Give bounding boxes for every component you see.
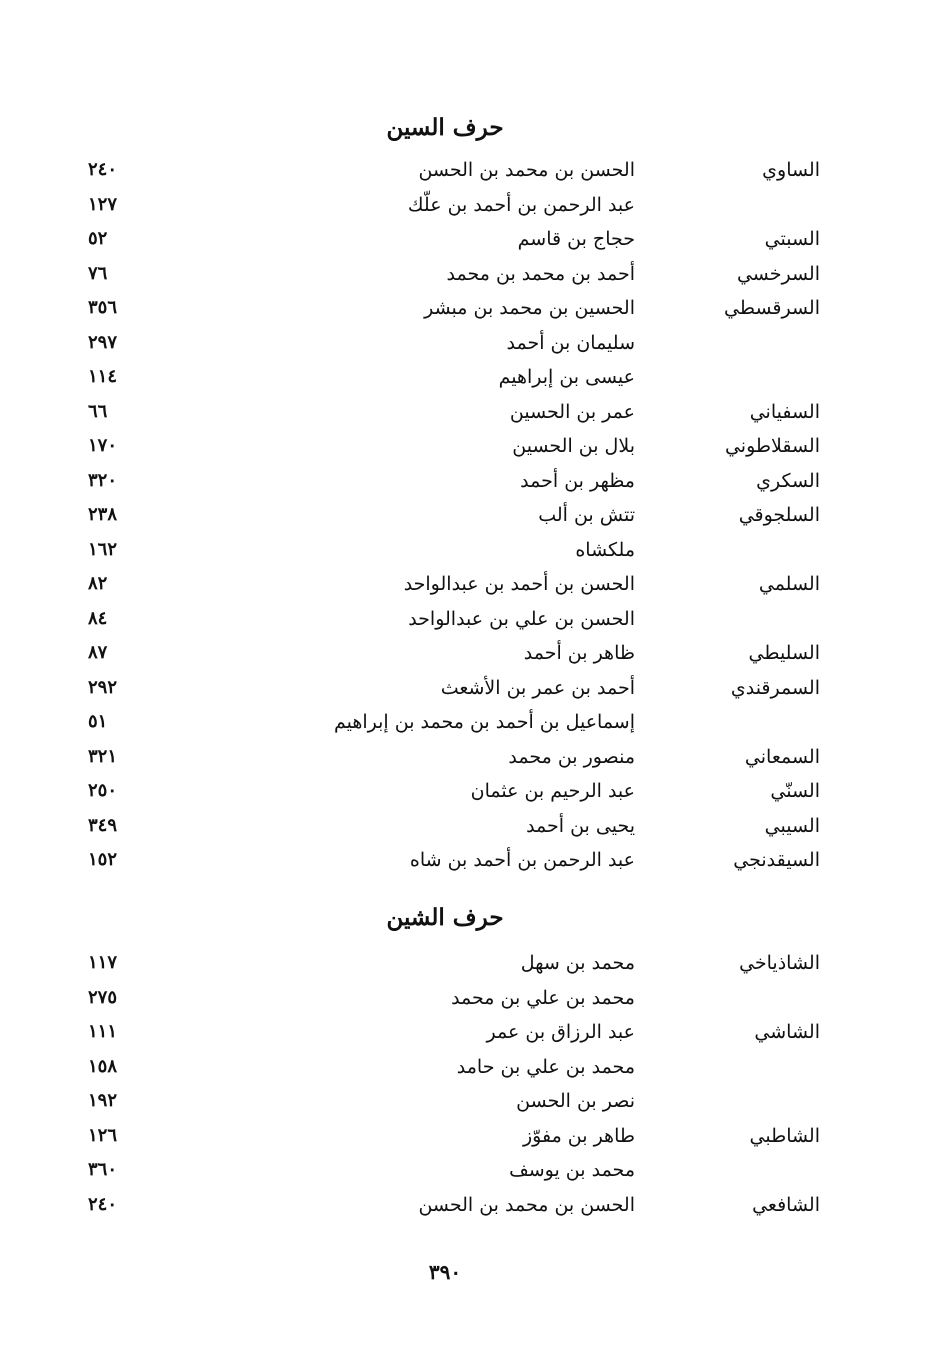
entry-page-number: ١٥٢ [88,849,118,870]
entry-page-number: ٨٢ [88,573,108,594]
entry-page-number: ١٧٠ [88,435,118,456]
entry-person-name: سليمان بن أحمد [506,331,635,354]
entry-nisba: الشافعي [752,1193,820,1216]
entry-page-number: ٢٧٥ [88,986,118,1008]
entry-page-number: ٥٢ [88,228,108,249]
entry-page-number: ٣٤٩ [88,814,118,836]
entry-nisba: الشاشي [754,1021,820,1043]
index-entry-row [0,153,940,188]
entry-page-number: ١٥٨ [88,1055,118,1077]
entry-page-number: ١٢٦ [88,1124,118,1146]
entry-person-name: إسماعيل بن أحمد بن محمد بن إبراهيم [333,711,635,733]
entry-person-name: مظهر بن أحمد [520,469,635,492]
entry-person-name: طاهر بن مفوّز [522,1124,635,1147]
entry-person-name: الحسن بن محمد بن الحسن [418,1193,635,1216]
entry-person-name: حجاج بن قاسم [517,228,635,250]
entry-person-name: عيسى بن إبراهيم [498,366,635,388]
entry-nisba: السمرقندي [730,676,820,699]
entry-person-name: محمد بن علي بن حامد [456,1055,635,1078]
entry-nisba: السرقسطي [724,297,820,319]
entry-nisba: السيقدنجي [733,849,820,871]
entry-page-number: ٨٧ [88,642,108,663]
entry-nisba: السمعاني [744,745,820,768]
index-entry-row [0,464,940,499]
entry-person-name: أحمد بن عمر بن الأشعث [440,676,635,699]
index-entry-row [0,395,940,430]
entry-person-name: تتش بن ألب [538,504,635,526]
index-entry-row [0,1188,940,1223]
index-entry-row [0,1153,940,1188]
entry-person-name: الحسين بن محمد بن مبشر [424,297,635,319]
entry-person-name: الحسن بن محمد بن الحسن [418,159,635,181]
index-entry-row [0,843,940,878]
entry-page-number: ٧٦ [88,262,108,284]
entry-page-number: ١١٧ [88,952,118,973]
entry-nisba: السرخسي [736,262,820,285]
entry-nisba: السنّي [770,780,820,802]
index-entry-row [0,636,940,671]
entry-page-number: ٣٢١ [88,745,118,767]
entry-person-name: عبد الرحمن بن أحمد بن شاه [409,849,635,871]
entry-page-number: ٢٤٠ [88,1193,118,1215]
index-entry-row [0,602,940,637]
page-number: ٣٩٠ [428,1260,462,1284]
index-entry-row [0,1084,940,1119]
index-entry-row [0,1015,940,1050]
index-entry-row [0,360,940,395]
section-heading-shin: حرف الشين [386,904,504,931]
entry-page-number: ٢٩٧ [88,331,118,353]
index-entry-row [0,222,940,257]
index-entry-row [0,981,940,1016]
entry-nisba: الشاطبي [749,1124,820,1147]
entry-person-name: عبد الرحيم بن عثمان [470,780,635,802]
index-entry-row [0,705,940,740]
index-entry-row [0,946,940,981]
entry-person-name: محمد بن سهل [520,952,635,974]
entry-page-number: ٢٤٠ [88,159,118,180]
entry-nisba: الشاذياخي [739,952,820,974]
entry-nisba: السيبي [764,814,820,837]
entry-page-number: ٦٦ [88,400,108,422]
entry-nisba: السليطي [748,642,820,664]
index-entry-row [0,257,940,292]
entry-person-name: ملكشاه [575,538,635,561]
entry-person-name: بلال بن الحسين [512,435,635,457]
entry-nisba: الساوي [762,159,820,181]
entry-page-number: ١٩٢ [88,1090,118,1111]
index-entry-row [0,1050,940,1085]
entry-person-name: محمد بن علي بن محمد [451,986,635,1009]
entry-person-name: يحيى بن أحمد [526,814,635,837]
entry-page-number: ١١١ [88,1021,118,1042]
entry-page-number: ٢٥٠ [88,780,118,801]
index-entry-row [0,188,940,223]
entry-person-name: عبد الرزاق بن عمر [486,1021,635,1043]
entry-nisba: السلجوقي [738,504,820,526]
entry-page-number: ٢٩٢ [88,676,118,698]
entry-person-name: الحسن بن أحمد بن عبدالواحد [403,573,635,595]
entry-page-number: ١١٤ [88,366,118,387]
entry-person-name: منصور بن محمد [508,745,635,768]
entry-nisba: السفياني [749,400,820,423]
index-entry-row [0,429,940,464]
entry-nisba: السكري [756,469,820,492]
index-entry-row [0,809,940,844]
entry-page-number: ٣٢٠ [88,469,118,491]
index-entry-row [0,774,940,809]
entry-person-name: محمد بن يوسف [509,1159,635,1181]
index-entry-row [0,498,940,533]
index-entry-row [0,533,940,568]
index-entry-row [0,326,940,361]
entry-person-name: عمر بن الحسين [509,400,635,423]
entry-page-number: ٣٦٠ [88,1159,118,1180]
entry-nisba: السقلاطوني [724,435,820,457]
entry-nisba: السبتي [764,228,820,250]
entry-person-name: الحسن بن علي بن عبدالواحد [408,607,635,630]
index-entry-row [0,671,940,706]
section-heading-sin: حرف السين [386,114,504,141]
entry-person-name: ظاهر بن أحمد [523,642,635,664]
entry-person-name: أحمد بن محمد بن محمد [446,262,635,285]
entry-page-number: ٥١ [88,711,108,732]
index-entry-row [0,740,940,775]
entry-page-number: ١٦٢ [88,538,118,560]
entry-page-number: ٣٥٦ [88,297,118,318]
entry-page-number: ٨٤ [88,607,108,629]
entry-nisba: السلمي [758,573,820,595]
entry-person-name: نصر بن الحسن [516,1090,635,1112]
entries-list-shin [0,946,940,1222]
entry-page-number: ١٢٧ [88,193,118,215]
entry-page-number: ٢٣٨ [88,504,118,525]
entry-person-name: عبد الرحمن بن أحمد بن علّك [407,193,635,216]
index-entry-row [0,1119,940,1154]
index-entry-row [0,291,940,326]
index-entry-row [0,567,940,602]
entries-list-sin [0,153,940,878]
